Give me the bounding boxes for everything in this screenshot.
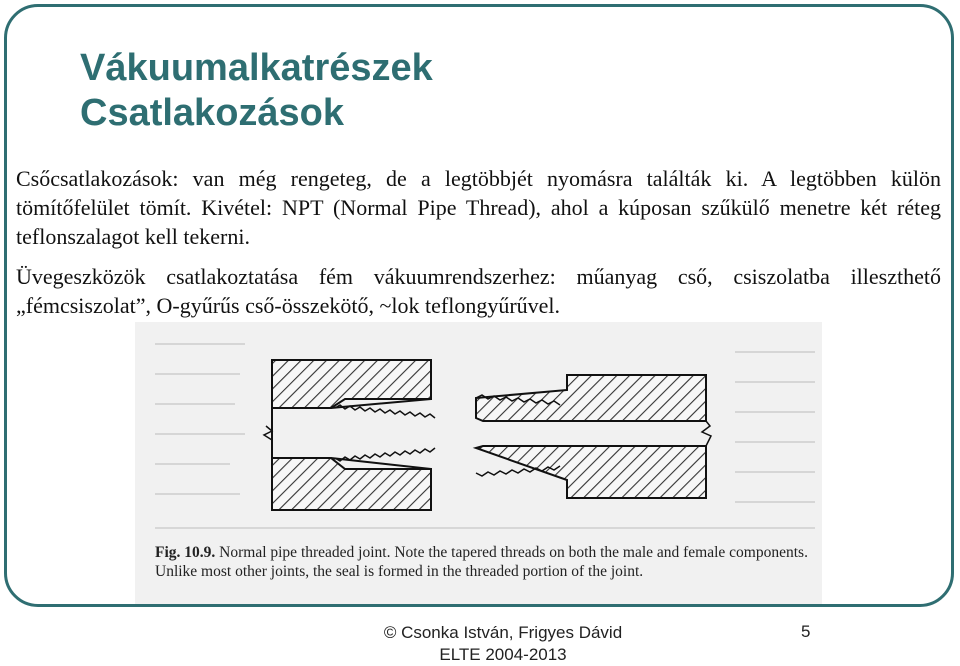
page-number: 5 xyxy=(801,622,811,641)
slide-title xyxy=(80,46,433,136)
title-line-1: Vákuumalkatrészek xyxy=(80,47,433,89)
footer-credit-line-2: ELTE 2004-2013 xyxy=(439,645,567,664)
figure-label: Fig. 10.9. xyxy=(155,544,216,561)
female-fitting xyxy=(264,360,435,510)
footer-credit xyxy=(378,622,628,666)
paragraph-pipe-joints: Csőcsatlakozások: van még rengeteg, de a legtöbbjét nyomásra találták ki. A legtöbben külön tömítőfelület tömít. Kivétel: NPT (Normal Pipe Thread), ahol a kúposan szűkülő menetre két réteg teflonszalagot kell tekerni. xyxy=(16,166,941,249)
figure-caption xyxy=(155,543,815,581)
figure-caption-text: Normal pipe threaded joint. Note the tapered threads on both the male and female components. Unlike most other joints, the seal is formed in the threaded portion of the joint. xyxy=(155,544,808,580)
pipe-thread-figure xyxy=(135,322,822,604)
footer-credit-line-1: © Csonka István, Frigyes Dávid xyxy=(383,623,623,642)
male-fitting xyxy=(476,375,711,498)
paragraph-glass-to-metal: Üvegeszközök csatlakoztatása fém vákuumrendszerhez: műanyag cső, csiszolatba illeszthető „fémcsiszolat”, O-gyűrűs cső-összekötő, ~lok teflongyűrűvel. xyxy=(16,264,941,318)
title-line-2: Csatlakozások xyxy=(80,92,345,134)
